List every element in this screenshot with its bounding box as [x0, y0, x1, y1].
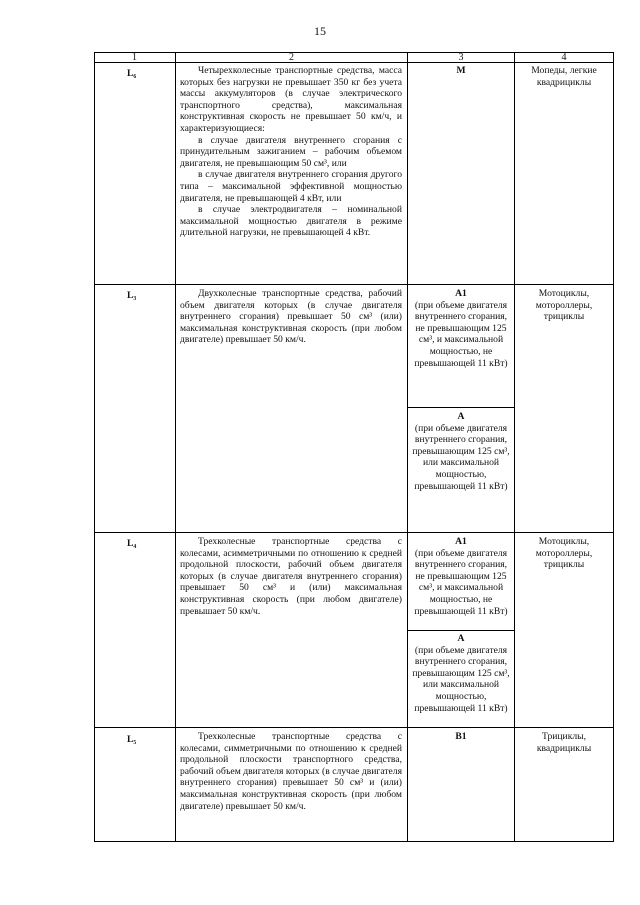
category-condition: (при объеме двигателя внутреннего сгорания, не превышающим 125 см³, и максимальной мощностью, не превышающей 11 кВт): [414, 547, 508, 617]
subcell-divider: [407, 630, 514, 631]
category-code: A1: [455, 288, 467, 299]
vehicle-type-note: Трициклы, квадрициклы: [536, 731, 592, 754]
category-code: A: [457, 411, 465, 422]
column-header-4: 4: [561, 52, 567, 63]
category-cell-b1: [410, 731, 512, 743]
row-description-l5: [180, 731, 402, 812]
row-description-l4: [180, 536, 402, 617]
category-condition: (при объеме двигателя внутреннего сгорания, превышающим 125 см³, или максимальной мощностью, превышающей 11 кВт): [412, 644, 510, 714]
column-divider: [175, 52, 176, 842]
vehicle-type-note: Мопеды, легкие квадрициклы: [531, 65, 597, 88]
description-paragraph: Трехколесные транспортные средства с колесами, симметричными по отношению к средней продольной плоскости транспортного средства, рабочий объем двигателя которых (в случае двигателя внутреннего сгорания) превышает 50 см³ и (или) максимальная конструктивная скорость (при любом двигателе) превышает 50 км/ч.: [180, 731, 402, 812]
vehicle-category-table: [94, 52, 614, 842]
category-cell-a1: [410, 288, 512, 369]
column-divider: [407, 52, 408, 842]
row-label-l4: L₄: [127, 538, 137, 549]
row-label-l6: L₆: [127, 68, 137, 79]
category-code: M: [456, 65, 466, 76]
page-number: 15: [314, 24, 326, 38]
column-header-1: 1: [132, 52, 137, 63]
table-border-bottom: [94, 841, 614, 842]
description-paragraph: в случае электродвигателя – номинальной максимальной мощностью двигателя в режиме длительной нагрузки, не превышающей 4 кВт.: [180, 204, 402, 239]
table-border-left: [94, 52, 95, 842]
description-paragraph: в случае двигателя внутреннего сгорания с принудительным зажиганием – рабочим объемом двигателя, не превышающим 50 см³, или: [180, 134, 402, 169]
column-header-2: 2: [289, 52, 294, 63]
category-cell-m: [410, 65, 512, 77]
category-code: A1: [455, 536, 467, 547]
row-divider: [94, 532, 614, 533]
description-paragraph: Двухколесные транспортные средства, рабочий объем двигателя которых (в случае двигателя внутреннего сгорания) превышает 50 см³ (или) максимальная конструктивная скорость (при любом двигателе) превышает 50 км/ч.: [180, 288, 402, 346]
description-paragraph: Четырехколесные транспортные средства, масса которых без нагрузки не превышает 350 кг без учета массы аккумуляторов (в случае электрического транспортного средства), максимальная конструктивная скорость не превышает 50 км/ч, и характеризующиеся:: [180, 65, 402, 134]
category-cell-a: [410, 633, 512, 714]
row-label-l3: L₃: [127, 290, 137, 301]
category-cell-a1: [410, 536, 512, 617]
row-description-l3: [180, 288, 402, 346]
row-divider: [94, 284, 614, 285]
category-condition: (при объеме двигателя внутреннего сгорания, превышающим 125 см³, или максимальной мощностью, превышающей 11 кВт): [412, 422, 510, 492]
category-code: A: [457, 633, 465, 644]
column-header-3: 3: [458, 52, 464, 63]
table-border-right: [613, 52, 614, 842]
description-paragraph: Трехколесные транспортные средства с колесами, асимметричными по отношению к средней продольной плоскости, рабочий объем двигателя которых (в случае двигателя внутреннего сгорания) превышает 50 см³ и (или) максимальная конструктивная скорость (при любом двигателе) превышает 50 км/ч.: [180, 536, 402, 617]
vehicle-type-note: Мотоциклы, мотороллеры, трициклы: [535, 288, 593, 323]
category-cell-a: [410, 411, 512, 492]
category-condition: (при объеме двигателя внутреннего сгорания, не превышающим 125 см³, и максимальной мощностью, не превышающей 11 кВт): [414, 299, 508, 369]
category-code: B1: [455, 731, 467, 742]
column-divider: [514, 52, 515, 842]
row-label-l5: L₅: [127, 734, 137, 745]
row-description-l6: [180, 65, 402, 239]
subcell-divider: [407, 407, 514, 408]
vehicle-type-note: Мотоциклы, мотороллеры, трициклы: [535, 536, 593, 571]
description-paragraph: в случае двигателя внутреннего сгорания другого типа – максимальной эффективной мощностью двигателя, не превышающей 4 кВт, или: [180, 169, 402, 204]
row-divider: [94, 727, 614, 728]
